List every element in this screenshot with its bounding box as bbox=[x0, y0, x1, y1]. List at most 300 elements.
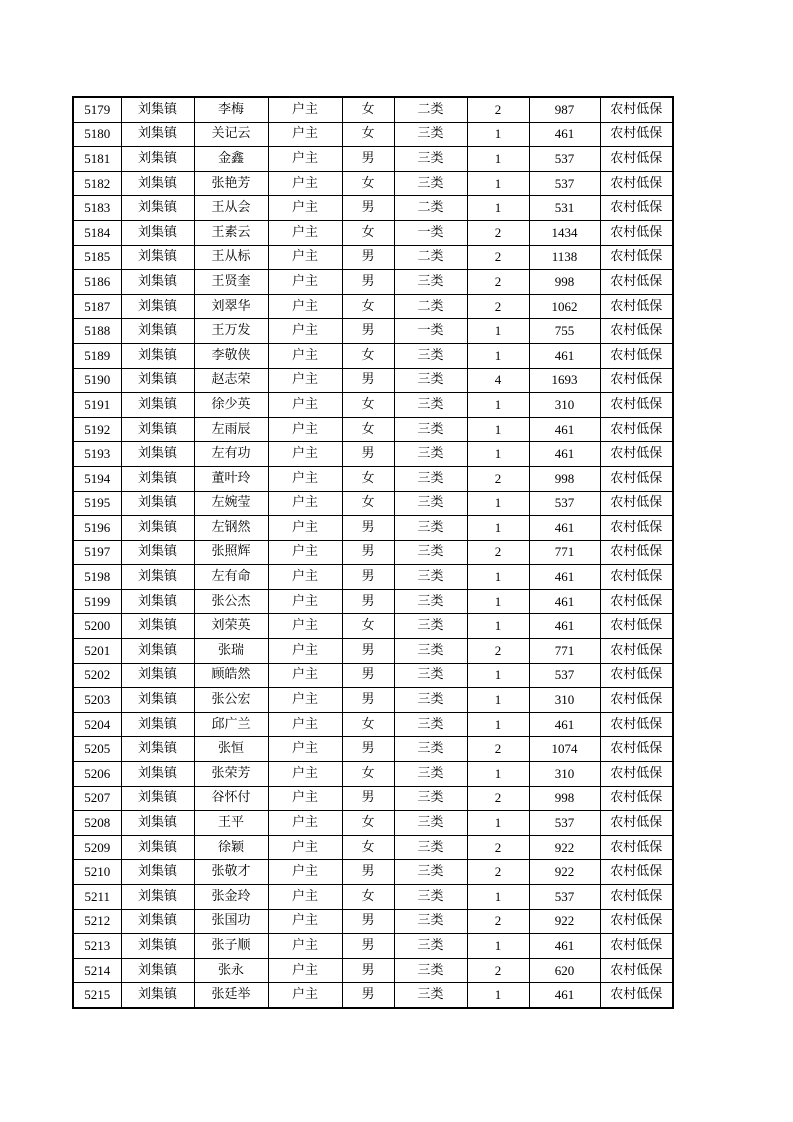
category-cell: 三类 bbox=[394, 909, 467, 934]
relation-cell: 户主 bbox=[268, 122, 342, 147]
category-cell: 三类 bbox=[394, 516, 467, 541]
gender-cell: 男 bbox=[342, 442, 394, 467]
relation-cell: 户主 bbox=[268, 983, 342, 1008]
amount-cell: 771 bbox=[529, 540, 600, 565]
township-cell: 刘集镇 bbox=[121, 368, 194, 393]
household-size-cell: 4 bbox=[467, 368, 529, 393]
relation-cell: 户主 bbox=[268, 171, 342, 196]
amount-cell: 537 bbox=[529, 147, 600, 172]
relation-cell: 户主 bbox=[268, 909, 342, 934]
table-row bbox=[73, 589, 673, 614]
category-cell: 一类 bbox=[394, 220, 467, 245]
category-cell: 三类 bbox=[394, 688, 467, 713]
amount-cell: 461 bbox=[529, 934, 600, 959]
gender-cell: 男 bbox=[342, 860, 394, 885]
assistance-type-cell: 农村低保 bbox=[600, 909, 673, 934]
table-row bbox=[73, 712, 673, 737]
relation-cell: 户主 bbox=[268, 688, 342, 713]
serial-number-cell: 5213 bbox=[73, 934, 121, 959]
serial-number-cell: 5212 bbox=[73, 909, 121, 934]
name-cell: 徐少英 bbox=[194, 393, 268, 418]
household-size-cell: 1 bbox=[467, 319, 529, 344]
relation-cell: 户主 bbox=[268, 270, 342, 295]
category-cell: 三类 bbox=[394, 835, 467, 860]
serial-number-cell: 5187 bbox=[73, 294, 121, 319]
amount-cell: 1434 bbox=[529, 220, 600, 245]
name-cell: 张艳芳 bbox=[194, 171, 268, 196]
amount-cell: 461 bbox=[529, 516, 600, 541]
serial-number-cell: 5190 bbox=[73, 368, 121, 393]
amount-cell: 461 bbox=[529, 589, 600, 614]
table-row bbox=[73, 934, 673, 959]
relation-cell: 户主 bbox=[268, 712, 342, 737]
table-row bbox=[73, 343, 673, 368]
gender-cell: 女 bbox=[342, 343, 394, 368]
table-body bbox=[73, 97, 673, 1008]
name-cell: 张公宏 bbox=[194, 688, 268, 713]
name-cell: 王贤奎 bbox=[194, 270, 268, 295]
serial-number-cell: 5209 bbox=[73, 835, 121, 860]
gender-cell: 女 bbox=[342, 294, 394, 319]
household-size-cell: 1 bbox=[467, 171, 529, 196]
relation-cell: 户主 bbox=[268, 466, 342, 491]
gender-cell: 女 bbox=[342, 614, 394, 639]
serial-number-cell: 5180 bbox=[73, 122, 121, 147]
relation-cell: 户主 bbox=[268, 196, 342, 221]
gender-cell: 男 bbox=[342, 786, 394, 811]
gender-cell: 男 bbox=[342, 196, 394, 221]
household-size-cell: 2 bbox=[467, 270, 529, 295]
table-row bbox=[73, 909, 673, 934]
gender-cell: 女 bbox=[342, 885, 394, 910]
household-size-cell: 1 bbox=[467, 762, 529, 787]
table-row bbox=[73, 885, 673, 910]
amount-cell: 461 bbox=[529, 983, 600, 1008]
table-row bbox=[73, 171, 673, 196]
household-size-cell: 1 bbox=[467, 417, 529, 442]
name-cell: 金鑫 bbox=[194, 147, 268, 172]
relation-cell: 户主 bbox=[268, 343, 342, 368]
category-cell: 三类 bbox=[394, 589, 467, 614]
name-cell: 关记云 bbox=[194, 122, 268, 147]
table-row bbox=[73, 368, 673, 393]
serial-number-cell: 5184 bbox=[73, 220, 121, 245]
table-row bbox=[73, 147, 673, 172]
gender-cell: 女 bbox=[342, 171, 394, 196]
assistance-type-cell: 农村低保 bbox=[600, 393, 673, 418]
table-row bbox=[73, 393, 673, 418]
household-size-cell: 2 bbox=[467, 466, 529, 491]
household-size-cell: 2 bbox=[467, 860, 529, 885]
category-cell: 三类 bbox=[394, 171, 467, 196]
category-cell: 三类 bbox=[394, 491, 467, 516]
gender-cell: 女 bbox=[342, 97, 394, 122]
amount-cell: 461 bbox=[529, 565, 600, 590]
table-row bbox=[73, 294, 673, 319]
relation-cell: 户主 bbox=[268, 565, 342, 590]
gender-cell: 男 bbox=[342, 245, 394, 270]
amount-cell: 922 bbox=[529, 909, 600, 934]
household-size-cell: 1 bbox=[467, 688, 529, 713]
township-cell: 刘集镇 bbox=[121, 762, 194, 787]
township-cell: 刘集镇 bbox=[121, 885, 194, 910]
amount-cell: 1693 bbox=[529, 368, 600, 393]
category-cell: 三类 bbox=[394, 368, 467, 393]
relation-cell: 户主 bbox=[268, 589, 342, 614]
gender-cell: 女 bbox=[342, 811, 394, 836]
relation-cell: 户主 bbox=[268, 762, 342, 787]
assistance-type-cell: 农村低保 bbox=[600, 319, 673, 344]
category-cell: 二类 bbox=[394, 245, 467, 270]
township-cell: 刘集镇 bbox=[121, 417, 194, 442]
household-size-cell: 1 bbox=[467, 565, 529, 590]
township-cell: 刘集镇 bbox=[121, 639, 194, 664]
name-cell: 左雨辰 bbox=[194, 417, 268, 442]
gender-cell: 女 bbox=[342, 122, 394, 147]
serial-number-cell: 5189 bbox=[73, 343, 121, 368]
household-size-cell: 2 bbox=[467, 909, 529, 934]
name-cell: 张金玲 bbox=[194, 885, 268, 910]
household-size-cell: 1 bbox=[467, 712, 529, 737]
assistance-type-cell: 农村低保 bbox=[600, 294, 673, 319]
gender-cell: 女 bbox=[342, 466, 394, 491]
household-size-cell: 2 bbox=[467, 97, 529, 122]
gender-cell: 女 bbox=[342, 762, 394, 787]
township-cell: 刘集镇 bbox=[121, 712, 194, 737]
relation-cell: 户主 bbox=[268, 835, 342, 860]
household-size-cell: 1 bbox=[467, 147, 529, 172]
table-row bbox=[73, 516, 673, 541]
serial-number-cell: 5198 bbox=[73, 565, 121, 590]
relation-cell: 户主 bbox=[268, 147, 342, 172]
category-cell: 三类 bbox=[394, 614, 467, 639]
township-cell: 刘集镇 bbox=[121, 565, 194, 590]
gender-cell: 男 bbox=[342, 368, 394, 393]
serial-number-cell: 5195 bbox=[73, 491, 121, 516]
table-row bbox=[73, 540, 673, 565]
assistance-type-cell: 农村低保 bbox=[600, 811, 673, 836]
name-cell: 王素云 bbox=[194, 220, 268, 245]
amount-cell: 998 bbox=[529, 786, 600, 811]
household-size-cell: 2 bbox=[467, 786, 529, 811]
household-size-cell: 1 bbox=[467, 393, 529, 418]
name-cell: 左有功 bbox=[194, 442, 268, 467]
amount-cell: 461 bbox=[529, 122, 600, 147]
table-row bbox=[73, 614, 673, 639]
table-row bbox=[73, 97, 673, 122]
amount-cell: 461 bbox=[529, 712, 600, 737]
assistance-type-cell: 农村低保 bbox=[600, 589, 673, 614]
household-size-cell: 2 bbox=[467, 835, 529, 860]
serial-number-cell: 5188 bbox=[73, 319, 121, 344]
name-cell: 刘翠华 bbox=[194, 294, 268, 319]
serial-number-cell: 5181 bbox=[73, 147, 121, 172]
gender-cell: 男 bbox=[342, 934, 394, 959]
household-size-cell: 1 bbox=[467, 885, 529, 910]
assistance-type-cell: 农村低保 bbox=[600, 245, 673, 270]
category-cell: 三类 bbox=[394, 466, 467, 491]
category-cell: 三类 bbox=[394, 811, 467, 836]
household-size-cell: 1 bbox=[467, 516, 529, 541]
township-cell: 刘集镇 bbox=[121, 589, 194, 614]
household-size-cell: 1 bbox=[467, 811, 529, 836]
name-cell: 徐颖 bbox=[194, 835, 268, 860]
assistance-type-cell: 农村低保 bbox=[600, 565, 673, 590]
household-size-cell: 1 bbox=[467, 589, 529, 614]
name-cell: 赵志荣 bbox=[194, 368, 268, 393]
relation-cell: 户主 bbox=[268, 516, 342, 541]
name-cell: 刘荣英 bbox=[194, 614, 268, 639]
amount-cell: 537 bbox=[529, 171, 600, 196]
gender-cell: 女 bbox=[342, 220, 394, 245]
relation-cell: 户主 bbox=[268, 934, 342, 959]
amount-cell: 755 bbox=[529, 319, 600, 344]
township-cell: 刘集镇 bbox=[121, 614, 194, 639]
assistance-type-cell: 农村低保 bbox=[600, 639, 673, 664]
serial-number-cell: 5183 bbox=[73, 196, 121, 221]
name-cell: 左婉莹 bbox=[194, 491, 268, 516]
township-cell: 刘集镇 bbox=[121, 270, 194, 295]
relation-cell: 户主 bbox=[268, 885, 342, 910]
amount-cell: 922 bbox=[529, 860, 600, 885]
category-cell: 三类 bbox=[394, 540, 467, 565]
relation-cell: 户主 bbox=[268, 319, 342, 344]
category-cell: 三类 bbox=[394, 270, 467, 295]
amount-cell: 310 bbox=[529, 762, 600, 787]
township-cell: 刘集镇 bbox=[121, 171, 194, 196]
household-size-cell: 2 bbox=[467, 958, 529, 983]
relation-cell: 户主 bbox=[268, 540, 342, 565]
household-size-cell: 1 bbox=[467, 663, 529, 688]
gender-cell: 男 bbox=[342, 319, 394, 344]
gender-cell: 女 bbox=[342, 491, 394, 516]
assistance-type-cell: 农村低保 bbox=[600, 220, 673, 245]
serial-number-cell: 5179 bbox=[73, 97, 121, 122]
relation-cell: 户主 bbox=[268, 786, 342, 811]
amount-cell: 1062 bbox=[529, 294, 600, 319]
gender-cell: 男 bbox=[342, 589, 394, 614]
category-cell: 三类 bbox=[394, 442, 467, 467]
township-cell: 刘集镇 bbox=[121, 466, 194, 491]
category-cell: 三类 bbox=[394, 417, 467, 442]
name-cell: 董叶玲 bbox=[194, 466, 268, 491]
serial-number-cell: 5202 bbox=[73, 663, 121, 688]
serial-number-cell: 5203 bbox=[73, 688, 121, 713]
amount-cell: 1138 bbox=[529, 245, 600, 270]
assistance-type-cell: 农村低保 bbox=[600, 417, 673, 442]
serial-number-cell: 5200 bbox=[73, 614, 121, 639]
table-row bbox=[73, 983, 673, 1008]
relation-cell: 户主 bbox=[268, 220, 342, 245]
township-cell: 刘集镇 bbox=[121, 442, 194, 467]
amount-cell: 620 bbox=[529, 958, 600, 983]
amount-cell: 461 bbox=[529, 343, 600, 368]
table-row bbox=[73, 442, 673, 467]
serial-number-cell: 5204 bbox=[73, 712, 121, 737]
assistance-type-cell: 农村低保 bbox=[600, 196, 673, 221]
assistance-type-cell: 农村低保 bbox=[600, 491, 673, 516]
assistance-type-cell: 农村低保 bbox=[600, 885, 673, 910]
serial-number-cell: 5215 bbox=[73, 983, 121, 1008]
household-size-cell: 2 bbox=[467, 245, 529, 270]
table-row bbox=[73, 220, 673, 245]
assistance-type-cell: 农村低保 bbox=[600, 663, 673, 688]
township-cell: 刘集镇 bbox=[121, 860, 194, 885]
relation-cell: 户主 bbox=[268, 245, 342, 270]
relation-cell: 户主 bbox=[268, 442, 342, 467]
assistance-type-cell: 农村低保 bbox=[600, 466, 673, 491]
relation-cell: 户主 bbox=[268, 811, 342, 836]
serial-number-cell: 5211 bbox=[73, 885, 121, 910]
township-cell: 刘集镇 bbox=[121, 294, 194, 319]
household-size-cell: 1 bbox=[467, 122, 529, 147]
table-row bbox=[73, 417, 673, 442]
assistance-type-cell: 农村低保 bbox=[600, 835, 673, 860]
township-cell: 刘集镇 bbox=[121, 343, 194, 368]
serial-number-cell: 5186 bbox=[73, 270, 121, 295]
amount-cell: 461 bbox=[529, 442, 600, 467]
amount-cell: 537 bbox=[529, 491, 600, 516]
assistance-type-cell: 农村低保 bbox=[600, 934, 673, 959]
relation-cell: 户主 bbox=[268, 737, 342, 762]
name-cell: 张恒 bbox=[194, 737, 268, 762]
gender-cell: 女 bbox=[342, 712, 394, 737]
category-cell: 三类 bbox=[394, 712, 467, 737]
gender-cell: 女 bbox=[342, 393, 394, 418]
township-cell: 刘集镇 bbox=[121, 196, 194, 221]
assistance-type-cell: 农村低保 bbox=[600, 958, 673, 983]
category-cell: 三类 bbox=[394, 147, 467, 172]
assistance-type-cell: 农村低保 bbox=[600, 712, 673, 737]
assistance-type-cell: 农村低保 bbox=[600, 122, 673, 147]
assistance-type-cell: 农村低保 bbox=[600, 737, 673, 762]
township-cell: 刘集镇 bbox=[121, 540, 194, 565]
assistance-type-cell: 农村低保 bbox=[600, 270, 673, 295]
category-cell: 二类 bbox=[394, 97, 467, 122]
assistance-type-cell: 农村低保 bbox=[600, 97, 673, 122]
name-cell: 张永 bbox=[194, 958, 268, 983]
relation-cell: 户主 bbox=[268, 393, 342, 418]
relation-cell: 户主 bbox=[268, 368, 342, 393]
table-row bbox=[73, 466, 673, 491]
name-cell: 顾皓然 bbox=[194, 663, 268, 688]
assistance-type-cell: 农村低保 bbox=[600, 983, 673, 1008]
table-row bbox=[73, 270, 673, 295]
category-cell: 三类 bbox=[394, 786, 467, 811]
relation-cell: 户主 bbox=[268, 97, 342, 122]
table-row bbox=[73, 245, 673, 270]
name-cell: 李梅 bbox=[194, 97, 268, 122]
township-cell: 刘集镇 bbox=[121, 811, 194, 836]
relation-cell: 户主 bbox=[268, 958, 342, 983]
relation-cell: 户主 bbox=[268, 491, 342, 516]
category-cell: 三类 bbox=[394, 934, 467, 959]
township-cell: 刘集镇 bbox=[121, 958, 194, 983]
serial-number-cell: 5194 bbox=[73, 466, 121, 491]
gender-cell: 女 bbox=[342, 835, 394, 860]
table-row bbox=[73, 762, 673, 787]
relation-cell: 户主 bbox=[268, 614, 342, 639]
household-size-cell: 1 bbox=[467, 491, 529, 516]
serial-number-cell: 5196 bbox=[73, 516, 121, 541]
assistance-type-cell: 农村低保 bbox=[600, 368, 673, 393]
category-cell: 二类 bbox=[394, 196, 467, 221]
table-row bbox=[73, 835, 673, 860]
name-cell: 张荣芳 bbox=[194, 762, 268, 787]
name-cell: 张廷举 bbox=[194, 983, 268, 1008]
gender-cell: 男 bbox=[342, 663, 394, 688]
table-row bbox=[73, 786, 673, 811]
table-row bbox=[73, 639, 673, 664]
relation-cell: 户主 bbox=[268, 663, 342, 688]
serial-number-cell: 5197 bbox=[73, 540, 121, 565]
township-cell: 刘集镇 bbox=[121, 934, 194, 959]
relation-cell: 户主 bbox=[268, 294, 342, 319]
household-size-cell: 2 bbox=[467, 639, 529, 664]
table-row bbox=[73, 196, 673, 221]
gender-cell: 男 bbox=[342, 688, 394, 713]
table-row bbox=[73, 122, 673, 147]
name-cell: 张国功 bbox=[194, 909, 268, 934]
name-cell: 左有命 bbox=[194, 565, 268, 590]
amount-cell: 537 bbox=[529, 811, 600, 836]
name-cell: 王从会 bbox=[194, 196, 268, 221]
name-cell: 王万发 bbox=[194, 319, 268, 344]
name-cell: 张瑞 bbox=[194, 639, 268, 664]
category-cell: 三类 bbox=[394, 122, 467, 147]
amount-cell: 537 bbox=[529, 663, 600, 688]
household-size-cell: 2 bbox=[467, 220, 529, 245]
household-size-cell: 1 bbox=[467, 196, 529, 221]
amount-cell: 1074 bbox=[529, 737, 600, 762]
serial-number-cell: 5208 bbox=[73, 811, 121, 836]
serial-number-cell: 5214 bbox=[73, 958, 121, 983]
assistance-type-cell: 农村低保 bbox=[600, 516, 673, 541]
gender-cell: 男 bbox=[342, 737, 394, 762]
gender-cell: 男 bbox=[342, 565, 394, 590]
gender-cell: 男 bbox=[342, 909, 394, 934]
household-size-cell: 1 bbox=[467, 614, 529, 639]
township-cell: 刘集镇 bbox=[121, 147, 194, 172]
amount-cell: 531 bbox=[529, 196, 600, 221]
table-row bbox=[73, 663, 673, 688]
township-cell: 刘集镇 bbox=[121, 663, 194, 688]
assistance-type-cell: 农村低保 bbox=[600, 688, 673, 713]
township-cell: 刘集镇 bbox=[121, 245, 194, 270]
name-cell: 张公杰 bbox=[194, 589, 268, 614]
amount-cell: 310 bbox=[529, 688, 600, 713]
assistance-type-cell: 农村低保 bbox=[600, 860, 673, 885]
assistance-type-cell: 农村低保 bbox=[600, 614, 673, 639]
serial-number-cell: 5182 bbox=[73, 171, 121, 196]
category-cell: 三类 bbox=[394, 343, 467, 368]
gender-cell: 男 bbox=[342, 147, 394, 172]
name-cell: 左钢然 bbox=[194, 516, 268, 541]
serial-number-cell: 5191 bbox=[73, 393, 121, 418]
serial-number-cell: 5210 bbox=[73, 860, 121, 885]
category-cell: 二类 bbox=[394, 294, 467, 319]
township-cell: 刘集镇 bbox=[121, 97, 194, 122]
table-row bbox=[73, 491, 673, 516]
amount-cell: 987 bbox=[529, 97, 600, 122]
assistance-type-cell: 农村低保 bbox=[600, 171, 673, 196]
name-cell: 张子顺 bbox=[194, 934, 268, 959]
relation-cell: 户主 bbox=[268, 417, 342, 442]
township-cell: 刘集镇 bbox=[121, 393, 194, 418]
name-cell: 邱广兰 bbox=[194, 712, 268, 737]
serial-number-cell: 5192 bbox=[73, 417, 121, 442]
amount-cell: 998 bbox=[529, 466, 600, 491]
